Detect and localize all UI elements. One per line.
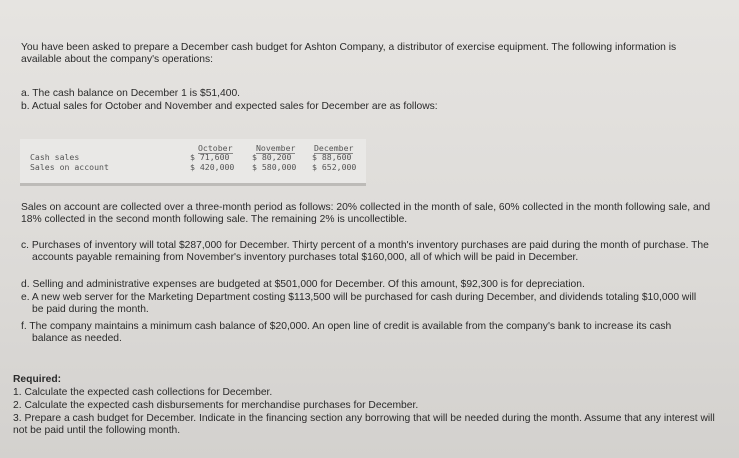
item-c: c. Purchases of inventory will total $287,000 for December. Thirty percent of a month's inventory purchases are paid during the month of purchase. The accounts payable remaining from November's inventory purchases total $160,000, all of which will be paid in December. [21,240,709,264]
row-label-cash-sales: Cash sales [30,152,80,162]
item-f: f. The company maintains a minimum cash balance of $20,000. An open line of credit is available from the company's bank to increase its cash balance as needed. [21,321,672,345]
intro-paragraph: You have been asked to prepare a December cash budget for Ashton Company, a distributor of exercise equipment. The following information is available about the company's operations: [21,42,677,66]
required-heading: Required: [13,374,62,385]
cash-sales-november: $ 80,200 [252,152,292,162]
header-december: December [314,143,354,153]
row-label-sales-on-account: Sales on account [30,162,109,172]
cash-sales-october: $ 71,600 [190,152,230,162]
required-q3: 3. Prepare a cash budget for December. Indicate in the financing section any borrowing that will be needed during the month. Assume that any interest will not be paid until the following month. [13,413,715,437]
cash-sales-december: $ 88,600 [312,152,352,162]
header-october: October [198,143,233,153]
item-d: d. Selling and administrative expenses are budgeted at $501,000 for December. Of this amount, $92,300 is for depreciation. [21,279,585,290]
account-sales-december: $ 652,000 [312,162,357,172]
account-sales-october: $ 420,000 [190,162,235,172]
required-q2: 2. Calculate the expected cash disbursements for merchandise purchases for December. [13,400,419,411]
header-november: November [256,143,296,153]
item-e: e. A new web server for the Marketing Department costing $113,500 will be purchased for cash during December, and dividends totaling $10,000 will be paid during the month. [21,292,697,316]
account-sales-november: $ 580,000 [252,162,297,172]
required-q1: 1. Calculate the expected cash collections for December. [13,387,273,398]
collections-paragraph: Sales on account are collected over a three-month period as follows: 20% collected in the month of sale, 60% collected in the month following sale, and 18% collected in the second month following sale. The remaining 2% is uncollectible. [21,202,711,226]
item-a: a. The cash balance on December 1 is $51,400. [21,88,241,99]
item-b: b. Actual sales for October and November and expected sales for December are as follows: [21,101,438,112]
sales-table [20,139,366,186]
